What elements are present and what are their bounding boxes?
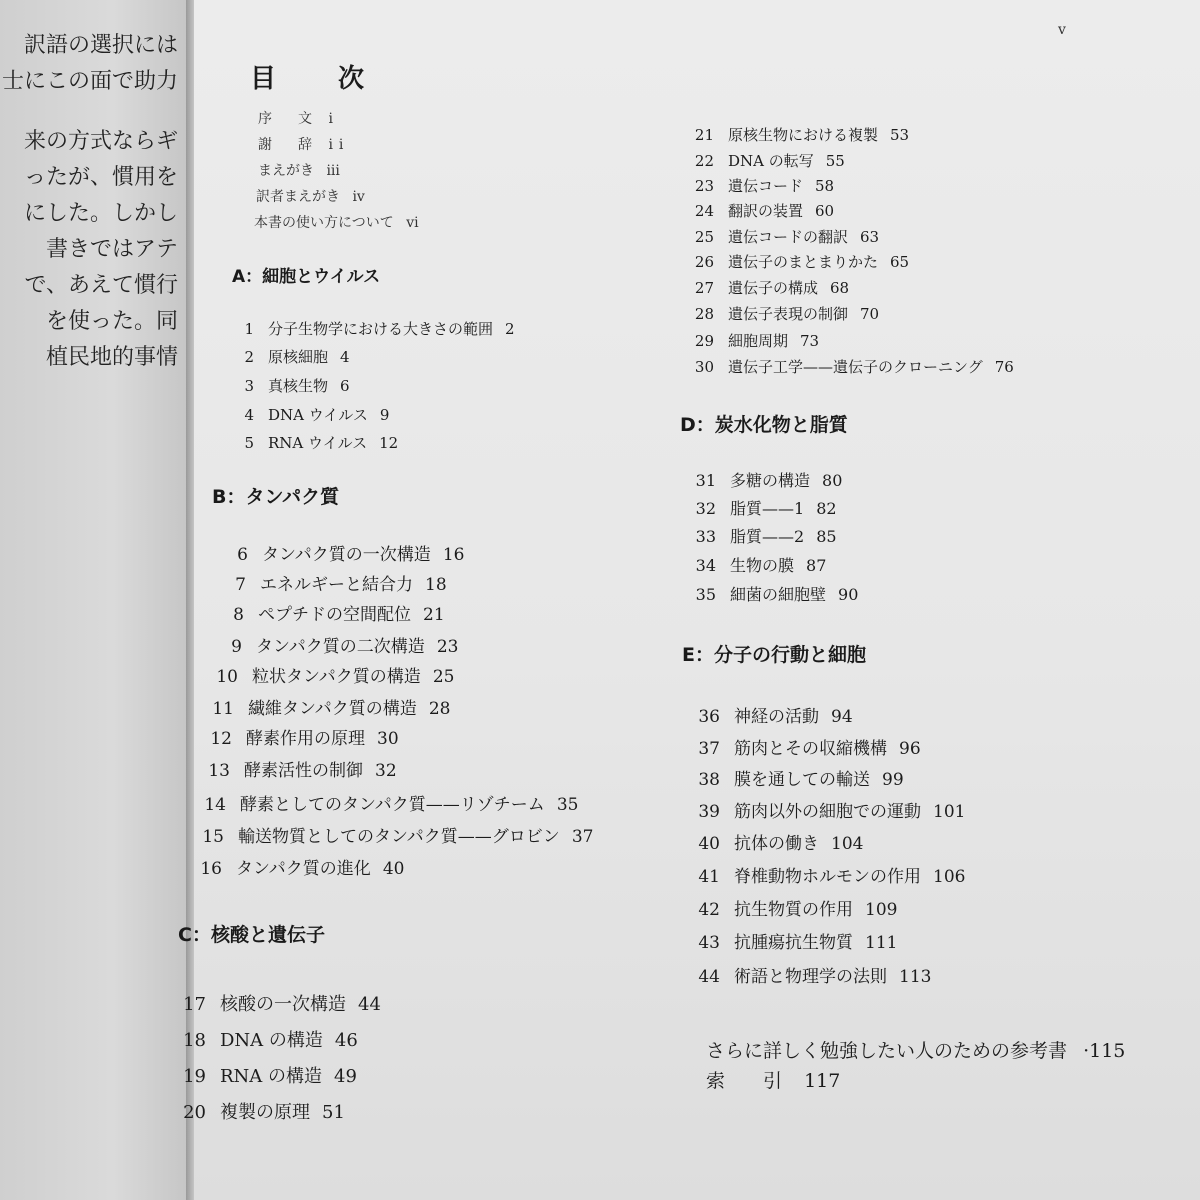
toc-entry xyxy=(694,797,965,822)
entry-page: 85 xyxy=(816,527,837,546)
previous-page xyxy=(0,0,188,1200)
toc-entry xyxy=(694,829,863,854)
page-number: v xyxy=(1058,22,1066,38)
entry-number: 25 xyxy=(694,228,714,246)
toc-entry xyxy=(206,756,397,781)
entry-number: 28 xyxy=(694,305,714,323)
entry-title: 酵素活性の制御 xyxy=(244,761,363,781)
toc-entry xyxy=(688,200,834,221)
entry-page: 18 xyxy=(425,575,447,595)
entry-title: 遺伝子のまとまりかた xyxy=(728,253,879,271)
previous-page-line: 書きではアテ xyxy=(45,237,178,262)
toc-entry xyxy=(688,303,879,324)
entry-title: エネルギーと結合力 xyxy=(260,575,413,595)
back-matter-page: ·115 xyxy=(1083,1040,1126,1062)
toc-entry xyxy=(200,822,593,847)
entry-page: 2 xyxy=(505,320,515,338)
section-heading-a: A：細胞とウイルス xyxy=(232,267,381,287)
entry-title: 膜を通しての輸送 xyxy=(734,770,870,790)
entry-title: 繊維タンパク質の構造 xyxy=(248,699,417,719)
entry-number: 22 xyxy=(694,152,714,170)
toc-entry xyxy=(236,318,515,339)
entry-number: 42 xyxy=(698,900,720,920)
entry-number: 8 xyxy=(233,605,244,625)
entry-page: 28 xyxy=(428,699,451,719)
entry-title: 抗腫瘍抗生物質 xyxy=(734,933,853,953)
toc-entry xyxy=(694,862,965,887)
section-heading-d: D：炭水化物と脂質 xyxy=(680,414,848,436)
toc-entry xyxy=(688,277,849,298)
toc-entry xyxy=(180,1098,345,1124)
front-matter-page: ii xyxy=(328,137,350,153)
toc-entry xyxy=(224,540,464,565)
entry-title: DNA の転写 xyxy=(728,152,814,170)
toc-entry xyxy=(690,524,837,547)
entry-number: 26 xyxy=(694,253,714,271)
toc-entry xyxy=(690,553,826,576)
toc-entry xyxy=(688,226,879,247)
entry-title: 複製の原理 xyxy=(220,1102,310,1123)
entry-number: 21 xyxy=(694,126,714,144)
entry-title: 粒状タンパク質の構造 xyxy=(252,667,421,687)
entry-title: 遺伝コードの翻訳 xyxy=(728,228,849,246)
toc-entry xyxy=(236,404,389,425)
section-heading-b: B：タンパク質 xyxy=(212,486,340,508)
back-matter-item xyxy=(706,1066,840,1093)
entry-title: 原核細胞 xyxy=(268,348,329,366)
entry-page: 73 xyxy=(800,332,820,350)
entry-title: 筋肉以外の細胞での運動 xyxy=(734,802,921,822)
back-matter-label: さらに詳しく勉強したい人のための参考書 xyxy=(706,1040,1068,1062)
entry-number: 35 xyxy=(695,585,716,604)
entry-page: 60 xyxy=(815,202,835,220)
entry-page: 76 xyxy=(994,358,1014,376)
entry-number: 41 xyxy=(698,867,720,887)
entry-title: RNA の構造 xyxy=(220,1066,323,1087)
entry-number: 3 xyxy=(244,377,254,395)
toc-entry xyxy=(694,928,897,953)
entry-page: 111 xyxy=(865,933,898,953)
entry-number: 31 xyxy=(695,471,716,490)
entry-title: タンパク質の一次構造 xyxy=(262,545,431,565)
entry-number: 1 xyxy=(244,320,254,338)
toc-entry xyxy=(180,990,381,1016)
entry-page: 23 xyxy=(436,637,459,657)
toc-entry xyxy=(690,496,837,519)
toc-entry xyxy=(236,375,350,396)
entry-page: 109 xyxy=(865,900,898,920)
entry-title: 酵素作用の原理 xyxy=(246,729,365,749)
entry-page: 51 xyxy=(322,1102,345,1123)
toc-entry xyxy=(690,468,842,491)
entry-number: 30 xyxy=(694,358,714,376)
toc-entry xyxy=(694,734,921,759)
previous-page-line: を使った。同 xyxy=(45,309,178,334)
entry-page: 70 xyxy=(860,305,880,323)
entry-title: 脂質——1 xyxy=(730,499,805,518)
entry-title: 抗生物質の作用 xyxy=(734,900,853,920)
entry-number: 7 xyxy=(235,575,246,595)
toc-entry xyxy=(180,1062,357,1088)
entry-page: 106 xyxy=(933,867,966,887)
toc-entry xyxy=(202,790,578,815)
entry-number: 23 xyxy=(694,177,714,195)
entry-number: 29 xyxy=(694,332,714,350)
entry-number: 24 xyxy=(694,202,714,220)
toc-entry xyxy=(208,724,399,749)
entry-page: 25 xyxy=(432,667,455,687)
entry-number: 39 xyxy=(698,802,720,822)
entry-page: 55 xyxy=(825,152,845,170)
toc-title: 目 次 xyxy=(250,64,383,94)
entry-title: タンパク質の進化 xyxy=(236,859,371,879)
entry-title: 遺伝コード xyxy=(728,177,804,195)
toc-entry xyxy=(236,432,398,453)
previous-page-line: 来の方式ならギ xyxy=(23,129,178,154)
entry-title: 抗体の働き xyxy=(734,834,819,854)
entry-number: 11 xyxy=(212,699,234,719)
entry-number: 14 xyxy=(204,795,226,815)
toc-entry xyxy=(694,702,853,727)
entry-number: 16 xyxy=(200,859,222,879)
entry-title: 細胞周期 xyxy=(728,332,789,350)
entry-page: 49 xyxy=(334,1066,357,1087)
toc-entry xyxy=(688,330,819,351)
entry-title: 遺伝子の構成 xyxy=(728,279,819,297)
entry-page: 87 xyxy=(806,556,827,575)
entry-title: 生物の膜 xyxy=(730,556,795,575)
entry-title: 真核生物 xyxy=(268,377,329,395)
front-matter-label: まえがき xyxy=(258,163,314,179)
entry-title: 遺伝子表現の制御 xyxy=(728,305,849,323)
entry-number: 43 xyxy=(698,933,720,953)
front-matter-item xyxy=(258,134,349,154)
entry-title: 脂質——2 xyxy=(730,527,805,546)
entry-title: 原核生物における複製 xyxy=(728,126,879,144)
entry-title: 分子生物学における大きさの範囲 xyxy=(268,320,494,338)
entry-title: RNA ウイルス xyxy=(268,434,368,452)
front-matter-label: 序 文 xyxy=(258,111,318,127)
entry-page: 9 xyxy=(379,406,390,424)
entry-page: 12 xyxy=(379,434,399,452)
entry-page: 35 xyxy=(556,795,579,815)
front-matter-item xyxy=(254,212,419,232)
entry-title: 遺伝子工学——遺伝子のクローニング xyxy=(728,358,983,376)
back-matter-item xyxy=(706,1036,1125,1063)
entry-page: 58 xyxy=(815,177,835,195)
toc-entry xyxy=(210,694,450,719)
entry-page: 80 xyxy=(822,471,843,490)
entry-number: 37 xyxy=(698,739,720,759)
entry-title: タンパク質の二次構造 xyxy=(256,637,425,657)
entry-title: ペプチドの空間配位 xyxy=(258,605,411,625)
entry-page: 65 xyxy=(890,253,910,271)
section-heading-e: E：分子の行動と細胞 xyxy=(682,644,866,666)
front-matter-item xyxy=(258,160,340,180)
entry-number: 6 xyxy=(237,545,248,565)
entry-number: 27 xyxy=(694,279,714,297)
toc-entry xyxy=(222,570,447,595)
front-matter-item xyxy=(256,186,365,206)
entry-page: 44 xyxy=(358,994,381,1015)
toc-entry xyxy=(218,632,458,657)
entry-title: 翻訳の装置 xyxy=(728,202,804,220)
previous-page-line: で、あえて慣行 xyxy=(24,273,178,298)
toc-entry xyxy=(220,600,445,625)
entry-title: 酵素としてのタンパク質——リゾチーム xyxy=(240,795,545,815)
previous-page-line: にした。しかし xyxy=(23,201,178,226)
entry-number: 33 xyxy=(695,527,716,546)
toc-entry xyxy=(690,582,858,605)
toc-entry xyxy=(694,765,904,790)
entry-number: 17 xyxy=(183,994,206,1015)
entry-page: 53 xyxy=(890,126,910,144)
entry-title: 多糖の構造 xyxy=(730,471,811,490)
entry-number: 19 xyxy=(183,1066,206,1087)
back-matter-label: 索 引 xyxy=(706,1070,783,1092)
entry-number: 44 xyxy=(698,967,720,987)
front-matter-page: vi xyxy=(406,215,419,231)
entry-number: 12 xyxy=(210,729,232,749)
previous-page-line: ったが、慣用を xyxy=(23,165,178,190)
entry-number: 9 xyxy=(231,637,242,657)
entry-number: 5 xyxy=(244,434,254,452)
toc-entry xyxy=(236,346,350,367)
entry-number: 40 xyxy=(698,834,720,854)
back-matter-page: 117 xyxy=(804,1070,841,1092)
entry-title: 輸送物質としてのタンパク質——グロビン xyxy=(238,827,560,847)
entry-number: 15 xyxy=(202,827,224,847)
entry-number: 36 xyxy=(698,707,720,727)
entry-page: 90 xyxy=(838,585,859,604)
entry-page: 32 xyxy=(375,761,397,781)
entry-page: 101 xyxy=(933,802,966,822)
entry-page: 99 xyxy=(882,770,904,790)
entry-page: 4 xyxy=(340,348,350,366)
entry-page: 96 xyxy=(899,739,921,759)
entry-page: 94 xyxy=(831,707,853,727)
toc-entry xyxy=(180,1026,358,1052)
entry-title: 神経の活動 xyxy=(734,707,819,727)
entry-number: 10 xyxy=(216,667,238,687)
entry-number: 4 xyxy=(244,406,254,424)
previous-page-line: 植民地的事情 xyxy=(45,345,178,370)
entry-page: 37 xyxy=(571,827,594,847)
entry-page: 82 xyxy=(816,499,837,518)
entry-title: DNA ウイルス xyxy=(268,406,368,424)
entry-number: 2 xyxy=(244,348,254,366)
toc-entry xyxy=(688,251,909,272)
entry-page: 46 xyxy=(334,1030,358,1051)
entry-number: 34 xyxy=(695,556,716,575)
entry-title: 細菌の細胞壁 xyxy=(730,585,827,604)
entry-page: 104 xyxy=(831,834,864,854)
entry-number: 32 xyxy=(695,499,716,518)
section-heading-c: C：核酸と遺伝子 xyxy=(178,924,325,946)
toc-entry xyxy=(688,150,845,171)
entry-title: 筋肉とその収縮機構 xyxy=(734,739,887,759)
entry-page: 6 xyxy=(340,377,350,395)
previous-page-line: 士にこの面で助力 xyxy=(1,69,178,94)
toc-entry xyxy=(688,124,909,145)
toc-entry xyxy=(198,854,404,879)
previous-page-line: 訳語の選択には xyxy=(23,33,178,58)
entry-page: 16 xyxy=(442,545,465,565)
entry-page: 113 xyxy=(899,967,932,987)
toc-entry xyxy=(688,356,1014,377)
front-matter-item xyxy=(258,108,339,128)
entry-page: 68 xyxy=(830,279,850,297)
entry-page: 63 xyxy=(860,228,880,246)
front-matter-page: iv xyxy=(352,189,365,205)
front-matter-label: 謝 辞 xyxy=(258,137,318,153)
toc-entry xyxy=(214,662,454,687)
entry-title: 核酸の一次構造 xyxy=(220,994,346,1015)
entry-page: 21 xyxy=(423,605,445,625)
entry-number: 13 xyxy=(208,761,230,781)
front-matter-page: iii xyxy=(326,163,340,179)
front-matter-label: 訳者まえがき xyxy=(256,189,340,205)
entry-page: 40 xyxy=(382,859,405,879)
entry-page: 30 xyxy=(377,729,399,749)
toc-entry xyxy=(694,895,897,920)
entry-title: 脊椎動物ホルモンの作用 xyxy=(734,867,921,887)
entry-title: 術語と物理学の法則 xyxy=(734,967,887,987)
entry-number: 38 xyxy=(698,770,720,790)
entry-number: 20 xyxy=(183,1102,206,1123)
front-matter-label: 本書の使い方について xyxy=(254,215,394,231)
front-matter-page: i xyxy=(328,111,339,127)
toc-entry xyxy=(694,962,931,987)
entry-number: 18 xyxy=(183,1030,206,1051)
toc-entry xyxy=(688,175,834,196)
entry-title: DNA の構造 xyxy=(220,1030,323,1051)
